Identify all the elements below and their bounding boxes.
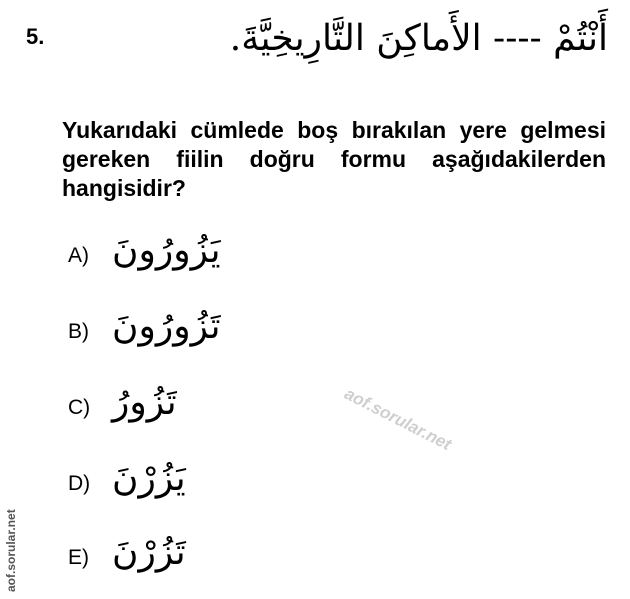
option-a[interactable] xyxy=(68,226,308,286)
option-arabic: تَزُورُونَ xyxy=(112,306,221,347)
watermark-side: aof.sorular.net xyxy=(4,509,18,592)
option-letter: B) xyxy=(68,320,89,343)
question-text: Yukarıdaki cümlede boş bırakılan yere gelmesi gereken fiilin doğru formu aşağıdakilerden hangisidir? xyxy=(62,117,606,201)
watermark-diagonal: aof.sorular.net xyxy=(341,384,455,455)
option-letter: E) xyxy=(68,546,89,569)
option-arabic: تَزُورُ xyxy=(112,382,177,423)
option-letter: D) xyxy=(68,472,91,495)
option-c[interactable] xyxy=(68,378,308,438)
option-letter: C) xyxy=(68,396,91,419)
question-number: 5. xyxy=(26,24,45,49)
option-b[interactable] xyxy=(68,302,308,362)
option-letter: A) xyxy=(68,244,89,267)
option-e[interactable] xyxy=(68,528,308,588)
option-arabic: تَزُرْنَ xyxy=(112,532,186,573)
arabic-sentence: أَنْتُمْ ---- الأَماكِنَ التَّارِيخِيَّةَ. xyxy=(229,18,608,59)
option-arabic: يَزُورُونَ xyxy=(112,230,221,271)
option-arabic: يَزُرْنَ xyxy=(112,458,186,499)
option-d[interactable] xyxy=(68,454,308,514)
